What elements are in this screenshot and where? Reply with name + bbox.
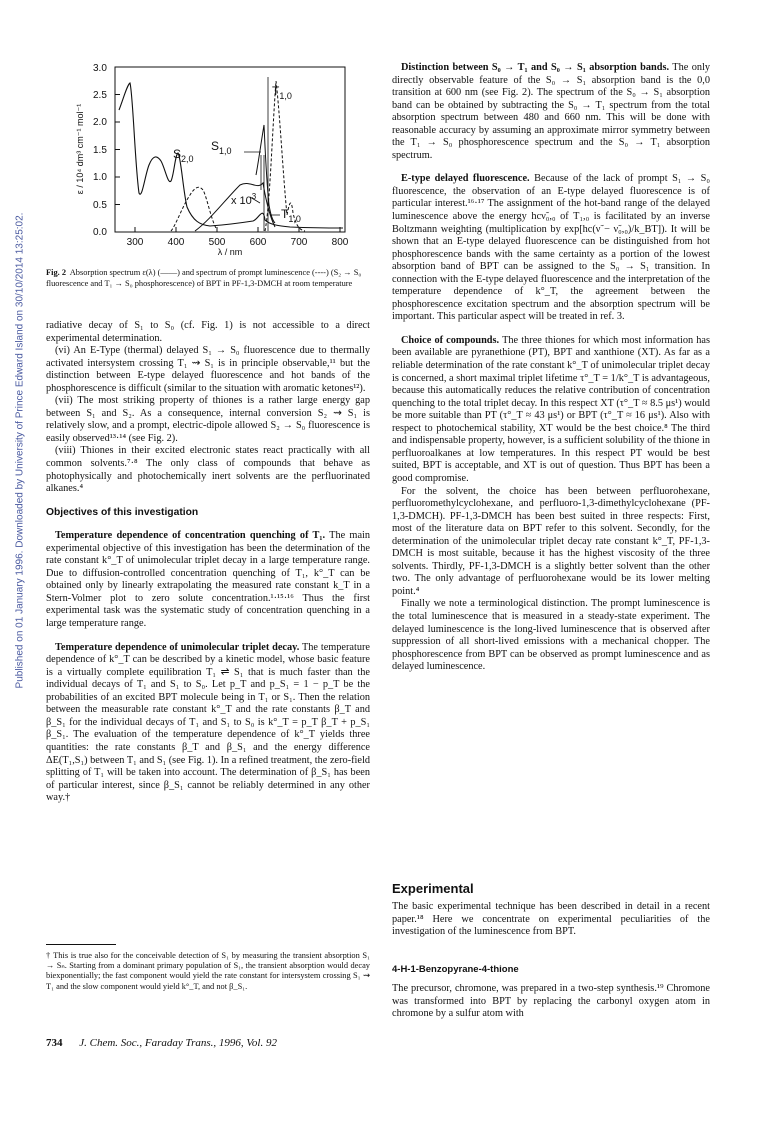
paragraph xyxy=(392,62,710,162)
label-t10-top: $T_{1,0}$ xyxy=(272,84,292,101)
x-tick-label: 400 xyxy=(167,237,185,248)
absorption-spectrum-figure xyxy=(75,55,365,255)
x-tick-label: 700 xyxy=(290,237,308,248)
left-column xyxy=(46,320,370,805)
figure-caption xyxy=(46,268,371,289)
section-heading: Experimental xyxy=(392,881,474,896)
caption-label: Fig. 2 xyxy=(46,268,67,277)
paragraph-heading: Temperature dependence of concentration quenching of T₁. xyxy=(55,530,326,542)
y-axis-label: ε / 10⁴ dm³ cm⁻¹ mol⁻¹ xyxy=(75,103,85,195)
journal-citation: J. Chem. Soc., Faraday Trans., 1996, Vol. 92 xyxy=(79,1037,277,1049)
footnote: † This is true also for the conceivable detection of S₁ by measuring the transient absorption S₁ → Sₙ. Starting from a dominant primary population of S₁, the transient absorption would decay biexponentially; the fast component would yield the rate constant for intersystem crossing S₁ ⇝ T₁ and the slow component would yield k°_T, and not β_S₁. xyxy=(46,951,370,991)
caption-text: Absorption spectrum ε(λ) (——) and spectrum of prompt luminescence (----) (S₂ → S₀ fluorescence and T₁ → S₀ phosphorescence) of BPT in PF-1,3-DMCH at room temperature xyxy=(46,268,362,288)
right-column xyxy=(392,62,710,674)
paragraph-heading: Choice of compounds. xyxy=(401,334,500,346)
x-tick-label: 800 xyxy=(331,237,349,248)
spacer xyxy=(392,324,710,335)
paragraph xyxy=(46,642,370,805)
paragraph xyxy=(392,173,710,324)
y-tick-label: 2.0 xyxy=(93,117,107,128)
download-watermark xyxy=(0,190,26,720)
spacer xyxy=(392,162,710,173)
x-tick-label: 600 xyxy=(249,237,267,248)
y-tick-label: 1.5 xyxy=(93,145,107,156)
page-footer xyxy=(46,1037,277,1049)
y-tick-label: 0.0 xyxy=(93,227,107,238)
paragraph: (vi) An E-Type (thermal) delayed S₁ → S₀ fluorescence due to thermally activated intersystem crossing T₁ ⇝ S₁ is in principle observable,¹¹ but the distinction between E-type delayed fluorescence and hot bands of the phosphorescence is difficult (similar to the situation with aromatic ketones¹²). xyxy=(46,345,370,394)
paragraph: radiative decay of S₁ to S₀ (cf. Fig. 1) is not accessible to a direct experimental determination. xyxy=(46,320,370,344)
watermark-text: Published on 01 January 1996. Downloaded by University of Prince Edward Island on 30/10/2014 13:25:02. xyxy=(14,212,26,689)
y-tick-label: 1.0 xyxy=(93,172,107,183)
paragraph xyxy=(46,530,370,630)
y-tick-label: 3.0 xyxy=(93,63,107,74)
paragraph-heading: E-type delayed fluorescence. xyxy=(401,173,530,185)
paragraph xyxy=(392,335,710,486)
spacer xyxy=(46,631,370,642)
paragraph-heading: Distinction between S₀ → T₁ and S₀ → S₁ absorption bands. xyxy=(401,62,670,73)
paragraph-text: The only directly observable feature of the S₀ → S₁ absorption band is the 0,0 transition at 600 nm (see Fig. 2). The spectrum of the S₀ → S₁ absorption band can be obtained by subtracting the S₀ → T₁ spectrum from the total absorption spectrum between 480 and 660 nm. This will be done with reasonable accuracy by assuming an approximate mirror symmetry between the T₁ → S₀ phosphorescence spectrum and the S₀ → T₁ absorption spectrum. xyxy=(392,62,711,161)
subsection-text: The precursor, chromone, was prepared in a two-step synthesis.¹⁹ Chromone was transformed into BPT by replacing the carbonyl oxygen atom in chromone by a sulfur atom with xyxy=(392,983,710,1020)
section-heading: Objectives of this investigation xyxy=(46,506,199,518)
paragraph-text: The temperature dependence of k°_T can be described by a kinetic model, whose basic feature is a virtually complete equilibration T₁ ⇌ S₁ that is much faster than the individual decays of T₁ and S₁ to S₀. Let p_T and p_S₁ = 1 − p_T be the probabilities of an excited BPT molecule being in T₁ or S₁. Then the relation between the measurable rate constant k°_T and the rate constants β_T and β_S₁ for the individual decays of T₁ and S₁ to S₀ is k°_T = p_T β_T + p_S₁ β_S₁. The evaluation of the temperature dependence of k°_T yields three quantities: the rate constants β_T and β_S₁ and the energy difference ΔE(T₁,S₁) between T₁ and S₁ (see Fig. 1). In a refined treatment, the zero-field splitting of T₁ will be taken into account. The determination of β_S₁ has been of particular interest, since β_S₁ cannot be reliably determined in any other way.† xyxy=(46,641,370,804)
label-s10: $S_{1,0}$ xyxy=(211,139,232,156)
paragraph-text: The three thiones for which most information has been available are pyranethione (PT), BPT and xanthione (XT). As far as a reliable determination of the rate constant k°_T of unimolecular triplet decay is concerned, a short maximal triplet lifetime τ°_T = 1/k°_T is advantageous, because this automatically reduces the relative contribution of concentration quenching to the total triplet decay. In this respect XT (τ°_T ≈ 8.5 μs¹) would be more suitable than PT (τ°_T ≈ 43 μs¹) or BPT (τ°_T ≈ 16 μs¹). Also with respect to photochemical stability, XT would be the best choice.⁸ The third and indispensable property, however, is a sufficient solubility of the thione in perfluoroalkanes at low temperatures. In this respect PT would be best suited, BPT is acceptable, and XT is out of question. Thus BPT has been a good compromise. xyxy=(392,334,710,484)
footnote-rule xyxy=(46,944,116,945)
spacer xyxy=(46,496,370,507)
paragraph-text: The main experimental objective of this investigation has been the determination of the rate constant k°_T of unimolecular triplet decay in a large temperature range. Due to diffusion-controlled concentration quenching of T₁, k°_T can be obtained only by linearly extrapolating the measured rate constant k_T in a Stern-Volmer plot to zero solute concentration.¹·¹⁵·¹⁶ Thus the first experimental task was the systematic study of concentration quenching in a large temperature range. xyxy=(46,530,371,630)
paragraph-heading: Temperature dependence of unimolecular triplet decay. xyxy=(55,641,300,653)
paragraph: (viii) Thiones in their excited electronic states react practically with all common solvents.⁷·⁸ The only class of compounds that behave as photophysically and photochemically inert solvents are the perfluorinated alkanes.⁴ xyxy=(46,445,370,495)
label-x10-3: x $10^3$ xyxy=(231,192,257,207)
x-tick-label: 300 xyxy=(126,237,144,248)
x-axis-label: λ / nm xyxy=(217,247,243,255)
y-tick-label: 2.5 xyxy=(93,90,107,101)
y-tick-label: 0.5 xyxy=(93,200,107,211)
x-tick-label: 500 xyxy=(208,237,226,248)
luminescence-curve xyxy=(171,187,217,231)
paragraph: (vii) The most striking property of thiones is a rather large energy gap between S₁ and S₂. As a consequence, internal conversion S₂ ⇝ S₁ is relatively slow, and a prompt, electric-dipole allowed S₂ → S₀ fluorescence is easily observed¹³·¹⁴ (see Fig. 2). xyxy=(46,395,370,444)
experimental-text: The basic experimental technique has been described in detail in a recent paper.¹⁸ Here we concentrate on experimental peculiarities of the investigation of the luminescence from BPT. xyxy=(392,901,710,938)
subsection-heading: 4-H-1-Benzopyrane-4-thione xyxy=(392,964,519,975)
label-s20: $S_{2,0}$ xyxy=(173,147,194,164)
spacer xyxy=(46,519,370,530)
paragraph: Finally we note a terminological distinction. The prompt luminescence is the total luminescence that is measured in a steady-state experiment. The delayed luminescence is the long-lived luminescence that is observed after suppression of all short-lived emissions with a mechanical chopper. The phosphorescence from BPT can be observed as prompt luminescence and as delayed luminescence. xyxy=(392,598,710,673)
paragraph-text: Because of the lack of prompt S₁ → S₀ fluorescence, the observation of an E-type delayed fluorescence is of particular interest.¹⁶·¹⁷ The assignment of the hot-band range of the delayed luminescence above the energy hcν̃₀,₀ of T₁,₀ is facilitated by an inverse Boltzmann weighting (multiplication by exp[hc(ν̃ − ν̃₀,₀)/k_BT]). It will be shown that an E-type delayed fluorescence can be distinguished from hot phosphorescence bands with the same certainty as a portion of the lowest absorption band of BPT can be assigned to the S₀ → S₁ transition. In connection with the E-type delayed fluorescence and the interpretation of the temperature dependence of k°_T, the agreement between the phosphorescence excitation spectrum and the absorption spectrum will be important. This particular aspect will be treated in ref. 3. xyxy=(392,173,710,323)
y-ticks xyxy=(93,63,107,238)
label-t10-low: $T_{1,0}$ xyxy=(281,207,301,224)
page-number: 734 xyxy=(46,1037,63,1049)
paragraph: For the solvent, the choice has been between perfluorohexane, perfluoromethylcyclohexane, and perfluoro-1,3-dimethylcyclohexane (PF-1,3-DMCH). PF-1,3-DMCH has been best suited in three respects: First, most of the literature data on BPT refer to this solvent. Secondly, for the determination of the unimolecular triplet decay rate constant k°_T, PF-1,3-DMCH is most suitable, because it has the highest viscosity of the three solvents. Thirdly, PF-1,3-DMCH is a slightly better solvent than the other two. The only advantage of perfluorohexane would be its lower melting point.⁴ xyxy=(392,485,710,597)
